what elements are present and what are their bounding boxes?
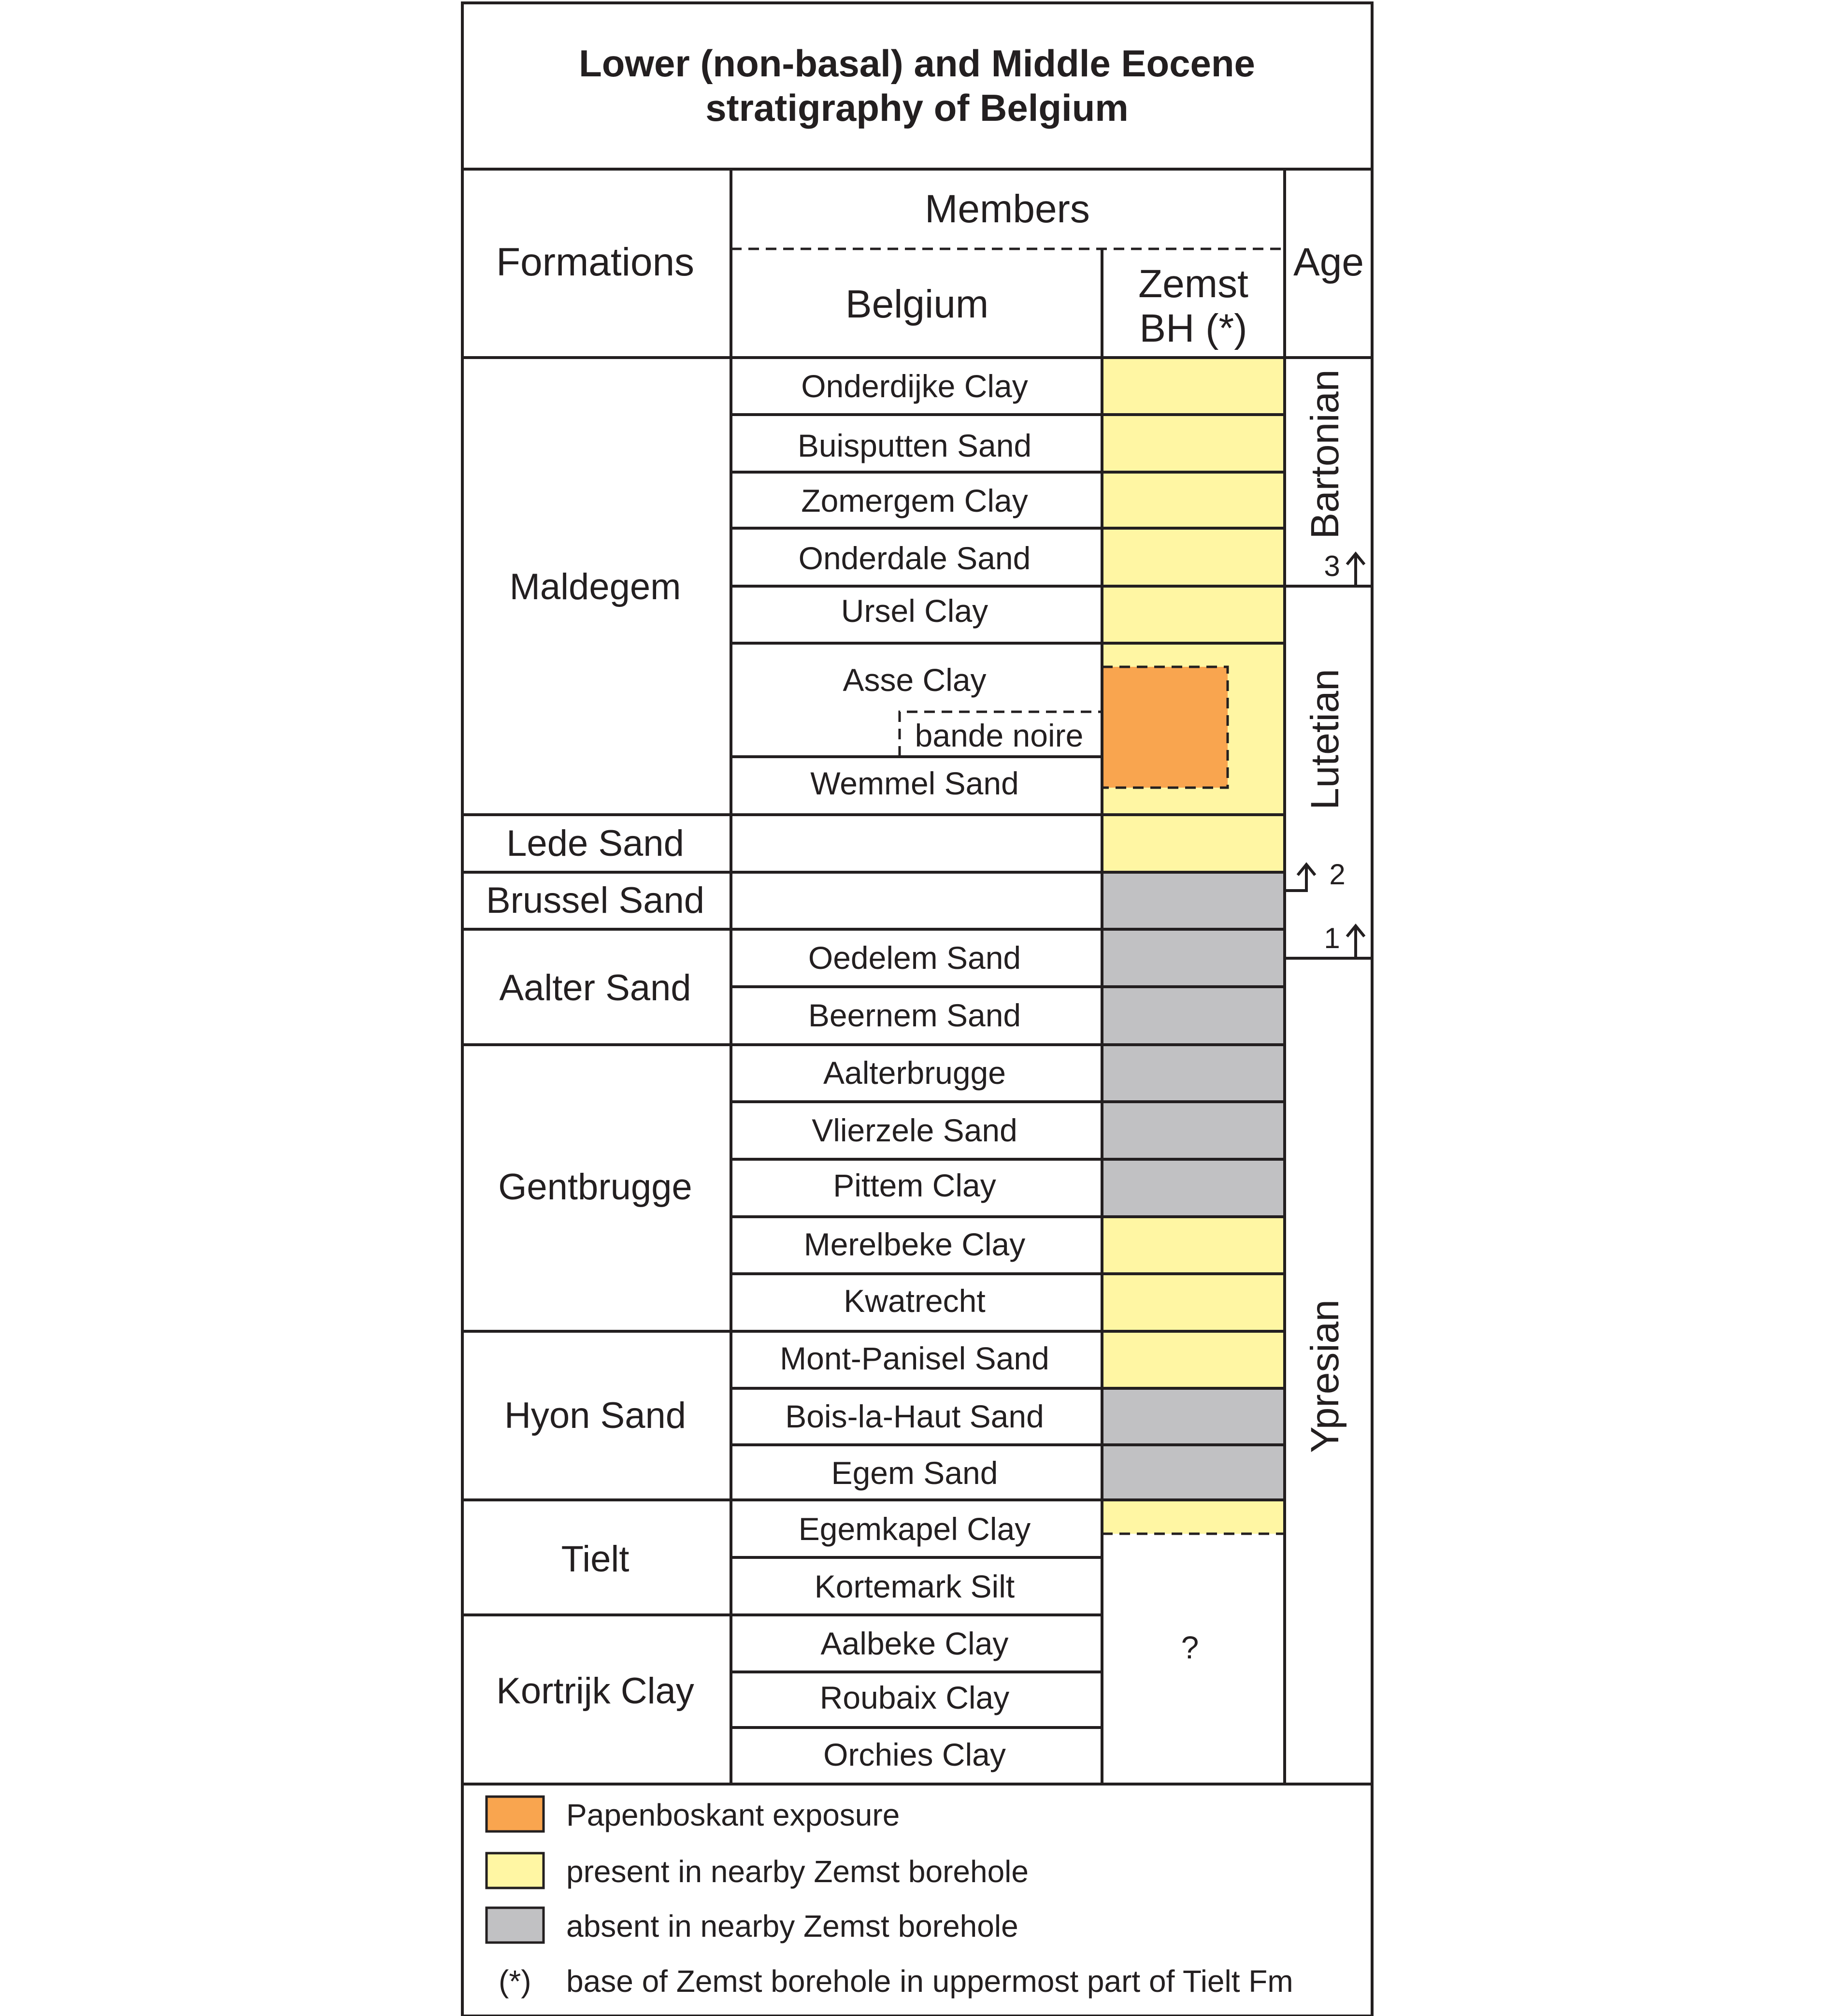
member-label: Orchies Clay <box>823 1737 1006 1772</box>
member-label: Onderdale Sand <box>798 540 1031 576</box>
step-arrow-up-icon <box>1286 864 1315 891</box>
header-zemst-line-2: BH (*) <box>1139 306 1247 350</box>
member-label: Aalbeke Clay <box>820 1626 1009 1661</box>
formation-label: Maldegem <box>509 566 681 607</box>
legend-swatch-absent <box>487 1908 544 1943</box>
fill-present-egemkapel <box>1102 1500 1285 1534</box>
header-belgium: Belgium <box>845 282 989 326</box>
member-label: Zomergem Clay <box>801 483 1028 518</box>
member-label: Asse Clay <box>843 662 987 698</box>
arrow-up-icon <box>1347 926 1364 958</box>
member-label: Egem Sand <box>831 1455 998 1491</box>
member-labels <box>780 368 1083 1772</box>
member-label: Oedelem Sand <box>808 940 1021 976</box>
member-label: Kortemark Silt <box>814 1569 1015 1604</box>
member-label: Buisputten Sand <box>797 428 1032 463</box>
diagram-title-line-1: Lower (non-basal) and Middle Eocene <box>579 42 1255 85</box>
boundary-marker-1: 1 <box>1324 922 1340 954</box>
footnote-mark: (*) <box>499 1964 531 1999</box>
formation-label: Gentbrugge <box>498 1166 692 1208</box>
formation-label: Brussel Sand <box>486 880 705 921</box>
formation-label: Aalter Sand <box>499 967 691 1008</box>
member-label: Beernem Sand <box>808 997 1021 1033</box>
boundary-marker-3: 3 <box>1324 550 1340 582</box>
formation-label: Lede Sand <box>506 823 684 864</box>
legend-swatch-papenboskant <box>487 1797 544 1831</box>
formation-label: Kortrijk Clay <box>496 1670 694 1712</box>
header-members: Members <box>925 187 1090 231</box>
member-label: Mont-Panisel Sand <box>780 1340 1049 1376</box>
legend <box>487 1797 1293 1999</box>
boundary-marker-2: 2 <box>1329 858 1346 891</box>
member-label: Vlierzele Sand <box>812 1112 1017 1148</box>
age-label-bartonian: Bartonian <box>1303 369 1347 539</box>
header-formations: Formations <box>496 240 695 284</box>
legend-label-absent: absent in nearby Zemst borehole <box>566 1909 1018 1944</box>
header-zemst-line-1: Zemst <box>1138 262 1248 306</box>
member-label: Aalterbrugge <box>823 1055 1006 1091</box>
zemst-unknown-mark: ? <box>1181 1629 1199 1665</box>
member-label-bande-noire: bande noire <box>915 718 1084 753</box>
member-label: Wemmel Sand <box>810 765 1019 801</box>
legend-label-papenboskant: Papenboskant exposure <box>566 1798 900 1832</box>
member-label: Egemkapel Clay <box>798 1511 1031 1547</box>
header-age: Age <box>1293 240 1364 284</box>
member-label: Onderdijke Clay <box>801 368 1028 404</box>
member-label: Merelbeke Clay <box>803 1226 1026 1262</box>
fill-present-upper <box>1102 358 1285 872</box>
member-label: Ursel Clay <box>841 593 988 629</box>
diagram-title-line-2: stratigraphy of Belgium <box>705 86 1129 129</box>
legend-label-present: present in nearby Zemst borehole <box>566 1854 1029 1889</box>
age-label-lutetian: Lutetian <box>1303 669 1347 810</box>
fill-present-mont-panisel <box>1102 1331 1285 1388</box>
fill-papenboskant <box>1102 667 1228 788</box>
footnote-text: base of Zemst borehole in uppermost part of Tielt Fm <box>566 1964 1293 1999</box>
member-label: Kwatrecht <box>844 1283 986 1319</box>
formation-label: Hyon Sand <box>504 1395 687 1436</box>
zemst-fills <box>1102 358 1285 1534</box>
member-label: Roubaix Clay <box>819 1680 1010 1715</box>
formation-labels <box>486 566 704 1712</box>
arrow-up-icon <box>1347 554 1364 586</box>
member-label: Bois-la-Haut Sand <box>785 1398 1044 1434</box>
member-label: Pittem Clay <box>833 1167 996 1203</box>
formation-label: Tielt <box>561 1539 630 1580</box>
age-label-ypresian: Ypresian <box>1303 1299 1347 1453</box>
legend-swatch-present <box>487 1853 544 1888</box>
